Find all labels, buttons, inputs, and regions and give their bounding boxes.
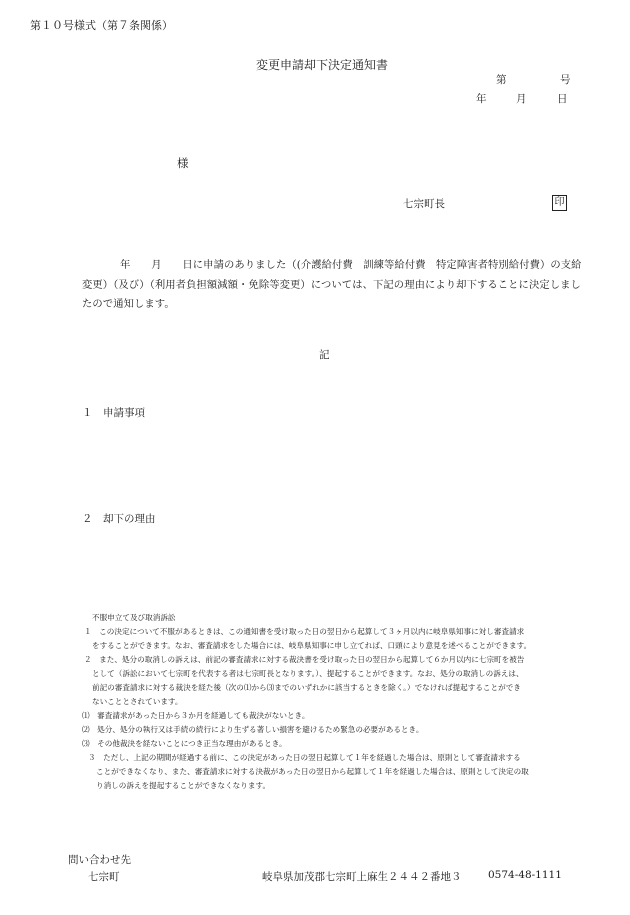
appeal-note-line: ２ また、処分の取消しの訴えは、前記の審査請求に対する裁決書を受け取った日の翌日から起算して６か月以内に七宗町を被告 [84,655,525,664]
appeal-note-line: ３ ただし、上記の期間が経過する前に、この決定があった日の翌日起算して１年を経過した場合は、原則として審査請求する [88,753,521,762]
appeal-note-line: １ この決定について不服があるときは、この通知書を受け取った日の翌日から起算して３ヶ月以内に岐阜県知事に対し審査請求 [84,627,525,636]
ki-heading: 記 [319,349,330,361]
ref-number-go: 号 [560,74,571,86]
ref-number-dai: 第 [496,74,507,86]
contact-phone: 0574-48-1111 [488,869,562,881]
notice-body: 年 月 日に申請のありました（(介護給付費 訓練等給付費 特定障害者特別給付費）の支給変更）（及び）（利用者負担額減額・免除等変更）については、下記の理由により却下することに決定しましたので通知します。 [82,259,582,310]
addressee-suffix: 様 [177,156,189,170]
appeal-note-line: ⑶ その他裁決を経ないことにつき正当な理由があるとき。 [82,739,287,748]
section-application-items: １ 申請事項 [82,407,145,419]
contact-org: 七宗町 [88,871,120,883]
appeal-note-line: ⑴ 審査請求があった日から３か月を経過しても裁決がないとき。 [82,711,310,720]
date-month: 月 [516,93,527,105]
form-number: 第１０号様式（第７条関係） [30,19,173,32]
appeal-notes [84,611,564,793]
appeal-notes-heading: 不服申立て及び取消訴訟 [92,613,176,622]
appeal-note-line: ことができなくなり、また、審査請求に対する決裁があった日の翌日から起算して１年を経過した場合は、原則として決定の取 [96,767,529,776]
contact-label: 問い合わせ先 [68,854,131,866]
appeal-note-line: として（訴訟において七宗町を代表する者は七宗町長となります。）、提起することができます。なお、処分の取消しの訴えは、 [92,669,524,678]
seal-mark: 印 [552,195,567,211]
sender-title: 七宗町長 [403,198,445,210]
appeal-note-line: 前記の審査請求に対する裁決を経た後（次の⑴から⑶までのいずれかに該当するときを除く。）でなければ提起することができ [92,683,521,692]
appeal-note-line: り消しの訴えを提起することができなくなります。 [96,781,271,790]
appeal-note-line: ないこととされています。 [92,697,183,706]
appeal-note-line: をすることができます。なお、審査請求をした場合には、岐阜県知事に申し立てれば、口頭により意見を述べることができます。 [92,641,532,650]
contact-address: 岐阜県加茂郡七宗町上麻生２４４２番地３ [262,871,462,883]
section-rejection-reason: ２ 却下の理由 [82,513,156,525]
appeal-note-line: ⑵ 処分、処分の執行又は手続の続行により生ずる著しい損害を避けるため緊急の必要があるとき。 [82,725,424,734]
date-day: 日 [557,93,568,105]
document-title: 変更申請却下決定通知書 [256,58,389,72]
date-year: 年 [476,93,487,105]
